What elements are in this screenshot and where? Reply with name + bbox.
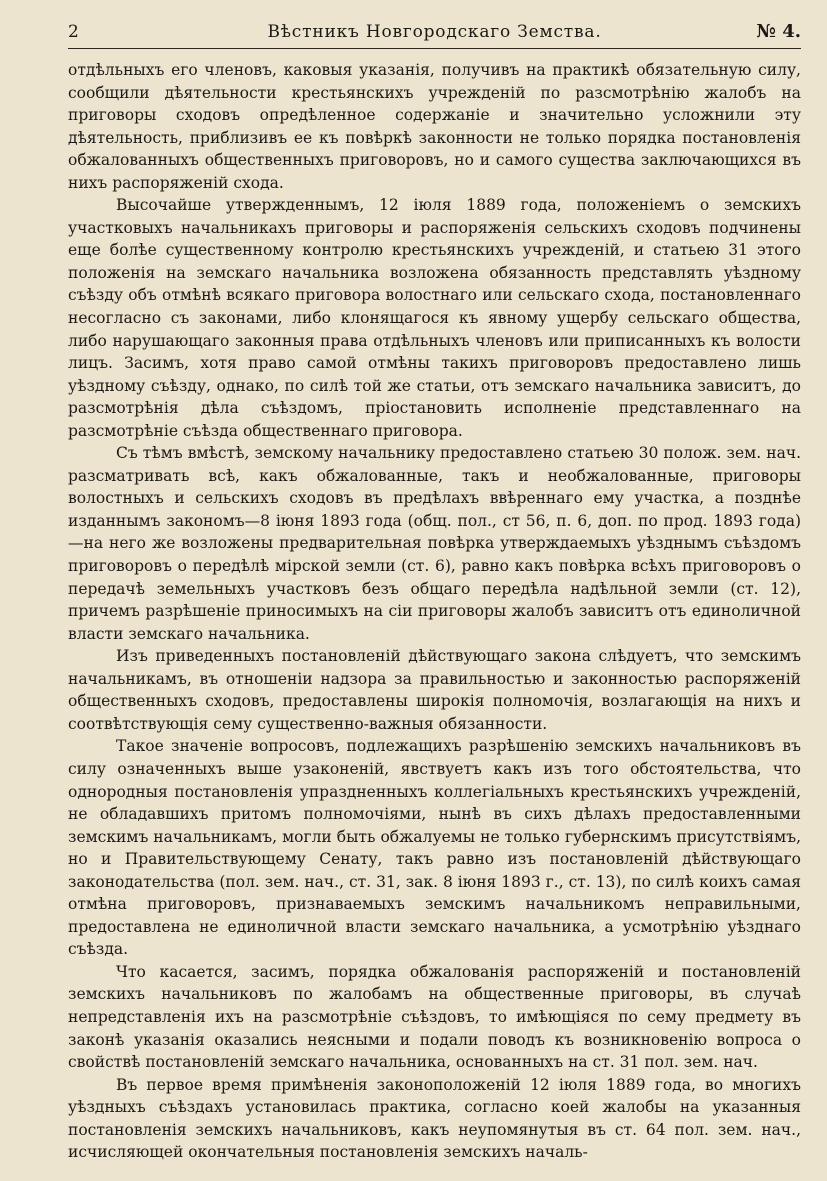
paragraph-1: отдѣльныхъ его членовъ, каковыя указанія, получивъ на практикѣ обязательную силу, сообщили дѣятельности крестьянскихъ учрежденій по разсмотрѣнію жалобъ на приговоры сходовъ опредѣленное содержаніе и значительно усложнили эту дѣятельность, приблизивъ ее къ повѣркѣ законности не только порядка постановленія обжалованныхъ общественныхъ приговоровъ, но и самого существа заключающихся въ нихъ распоряженій схода. (68, 61, 801, 192)
paragraph-2: Высочайше утвержденнымъ, 12 іюля 1889 года, положеніемъ о земскихъ участковыхъ начальникахъ приговоры и распоряженія сельскихъ сходовъ подчинены еще болѣе существенному контролю крестьянскихъ учрежденій, и статьею 31 этого положенія на земскаго начальника возложена обязанность представлять уѣздному съѣзду объ отмѣнѣ всякаго приговора волостнаго или сельскаго схода, постановленнаго несогласно съ законами, либо клонящагося къ явному ущербу сельскаго общества, либо нарушающаго законныя права отдѣльныхъ членовъ или приписанныхъ къ волости лицъ. Засимъ, хотя право самой отмѣны такихъ приговоровъ предоставлено лишь уѣздному съѣзду, однако, по силѣ той же статьи, отъ земскаго начальника зависитъ, до разсмотрѣнія дѣла съѣздомъ, пріостановить исполненіе представленнаго на разсмотрѣніе съѣзда общественнаго приговора. (68, 196, 801, 440)
journal-title: Вѣстникъ Новгородскаго Земства. (267, 22, 602, 42)
paragraph-6: Что касается, засимъ, порядка обжалованія распоряженій и постановленій земскихъ начальниковъ по жалобамъ на общественные приговоры, въ случаѣ непредставленія ихъ на разсмотрѣніе съѣздовъ, то имѣющіяся по сему предмету въ законѣ указанія оказались неясными и подали поводъ къ возникновенію вопроса о свойствѣ постановленій земскаго начальника, основанныхъ на ст. 31 пол. зем. нач. (68, 962, 801, 1072)
paragraph-4: Изъ приведенныхъ постановленій дѣйствующаго закона слѣдуетъ, что земскимъ начальникамъ, въ отношеніи надзора за правильностью и законностью распоряженій общественныхъ сходовъ, предоставлены широкія полномочія, возлагающія на нихъ и соотвѣтствующія сему существенно-важныя обязанности. (68, 647, 801, 733)
issue-number: № 4. (756, 21, 801, 42)
running-header (68, 18, 801, 49)
body-text (68, 59, 801, 1164)
page-number: 2 (68, 22, 79, 42)
paragraph-5: Такое значеніе вопросовъ, подлежащихъ разрѣшенію земскихъ начальниковъ въ силу означенныхъ выше узаконеній, явствуетъ какъ изъ того обстоятельства, что однородныя постановленія упраздненныхъ коллегіальныхъ крестьянскихъ учрежденій, не обладавшихъ притомъ полномочіями, нынѣ въ сихъ дѣлахъ предоставленными земскимъ начальникамъ, могли быть обжалуемы не только губернскимъ присутствіямъ, но и Правительствующему Сенату, такъ равно изъ постановленій дѣйствующаго законодательства (пол. зем. нач., ст. 31, зак. 8 іюня 1893 г., ст. 13), по силѣ коихъ самая отмѣна приговоровъ, признаваемыхъ земскимъ начальникомъ неправильными, предоставлена не единоличной власти земскаго начальника, а усмотрѣнію уѣзднаго съѣзда. (68, 737, 801, 959)
paragraph-3: Съ тѣмъ вмѣстѣ, земскому начальнику предоставлено статьею 30 полож. зем. нач. разсматривать всѣ, какъ обжалованные, такъ и необжалованные, приговоры волостныхъ и сельскихъ сходовъ въ предѣлахъ ввѣреннаго ему участка, а позднѣе изданнымъ закономъ—8 іюня 1893 года (общ. пол., ст 56, п. 6, доп. по прод. 1893 года)—на него же возложены предварительная повѣрка утверждаемыхъ уѣзднымъ съѣздомъ приговоровъ о передѣлѣ мірской земли (ст. 6), равно какъ повѣрка всѣхъ приговоровъ о передачѣ земельныхъ участковъ безъ общаго передѣла надѣльной земли (ст. 12), причемъ разрѣшеніе приносимыхъ на сіи приговоры жалобъ зависитъ отъ единоличной власти земскаго начальника. (68, 444, 801, 643)
paragraph-7: Въ первое время примѣненія законоположеній 12 іюля 1889 года, во многихъ уѣздныхъ съѣздахъ установилась практика, согласно коей жалобы на указанныя постановленія земскихъ начальниковъ, какъ неупомянутыя въ ст. 64 пол. зем. нач., исчисляющей окончательныя постановленія земскихъ началь- (68, 1075, 801, 1162)
